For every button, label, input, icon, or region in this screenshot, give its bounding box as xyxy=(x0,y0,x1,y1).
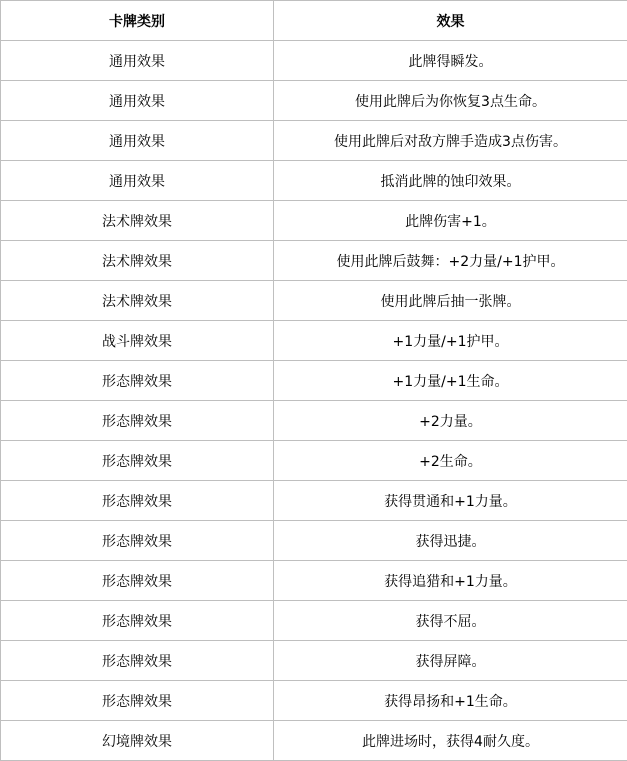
cell-card-category: 形态牌效果 xyxy=(1,681,274,721)
table-row xyxy=(1,601,627,641)
cell-effect: 获得迅捷。 xyxy=(274,521,627,561)
cell-card-category: 形态牌效果 xyxy=(1,641,274,681)
table-row xyxy=(1,641,627,681)
cell-effect: +1力量/+1生命。 xyxy=(274,361,627,401)
cell-card-category: 法术牌效果 xyxy=(1,241,274,281)
cell-card-category: 通用效果 xyxy=(1,41,274,81)
cell-effect: 此牌伤害+1。 xyxy=(274,201,627,241)
cell-card-category: 形态牌效果 xyxy=(1,361,274,401)
cell-effect: 获得不屈。 xyxy=(274,601,627,641)
cell-effect: +2生命。 xyxy=(274,441,627,481)
table-row xyxy=(1,81,627,121)
table-row xyxy=(1,321,627,361)
cell-card-category: 战斗牌效果 xyxy=(1,321,274,361)
table-row xyxy=(1,521,627,561)
table-body xyxy=(1,41,627,761)
cell-card-category: 形态牌效果 xyxy=(1,441,274,481)
table-row xyxy=(1,401,627,441)
table-row xyxy=(1,121,627,161)
cell-effect: 获得昂扬和+1生命。 xyxy=(274,681,627,721)
cell-effect: 获得贯通和+1力量。 xyxy=(274,481,627,521)
table-row xyxy=(1,281,627,321)
cell-card-category: 通用效果 xyxy=(1,121,274,161)
cell-card-category: 形态牌效果 xyxy=(1,521,274,561)
cell-card-category: 通用效果 xyxy=(1,161,274,201)
table-row xyxy=(1,561,627,601)
table-row xyxy=(1,481,627,521)
cell-effect: 使用此牌后抽一张牌。 xyxy=(274,281,627,321)
table-row xyxy=(1,681,627,721)
cell-effect: +1力量/+1护甲。 xyxy=(274,321,627,361)
cell-card-category: 通用效果 xyxy=(1,81,274,121)
cell-card-category: 幻境牌效果 xyxy=(1,721,274,761)
cell-card-category: 形态牌效果 xyxy=(1,561,274,601)
header-card-category: 卡牌类别 xyxy=(1,1,274,41)
header-effect: 效果 xyxy=(274,1,627,41)
table-row xyxy=(1,721,627,761)
cell-effect: 使用此牌后对敌方牌手造成3点伤害。 xyxy=(274,121,627,161)
header-row xyxy=(1,1,627,41)
table-row xyxy=(1,241,627,281)
cell-card-category: 形态牌效果 xyxy=(1,481,274,521)
cell-card-category: 形态牌效果 xyxy=(1,601,274,641)
cell-effect: +2力量。 xyxy=(274,401,627,441)
table-row xyxy=(1,201,627,241)
cell-effect: 抵消此牌的蚀印效果。 xyxy=(274,161,627,201)
cell-effect: 此牌得瞬发。 xyxy=(274,41,627,81)
cell-effect: 获得追猎和+1力量。 xyxy=(274,561,627,601)
cell-effect: 此牌进场时，获得4耐久度。 xyxy=(274,721,627,761)
table-row xyxy=(1,441,627,481)
cell-effect: 使用此牌后鼓舞：+2力量/+1护甲。 xyxy=(274,241,627,281)
cell-effect: 使用此牌后为你恢复3点生命。 xyxy=(274,81,627,121)
table-row xyxy=(1,361,627,401)
table-row xyxy=(1,161,627,201)
cell-effect: 获得屏障。 xyxy=(274,641,627,681)
cell-card-category: 形态牌效果 xyxy=(1,401,274,441)
cell-card-category: 法术牌效果 xyxy=(1,281,274,321)
table-row xyxy=(1,41,627,81)
table-header xyxy=(1,1,627,41)
cell-card-category: 法术牌效果 xyxy=(1,201,274,241)
